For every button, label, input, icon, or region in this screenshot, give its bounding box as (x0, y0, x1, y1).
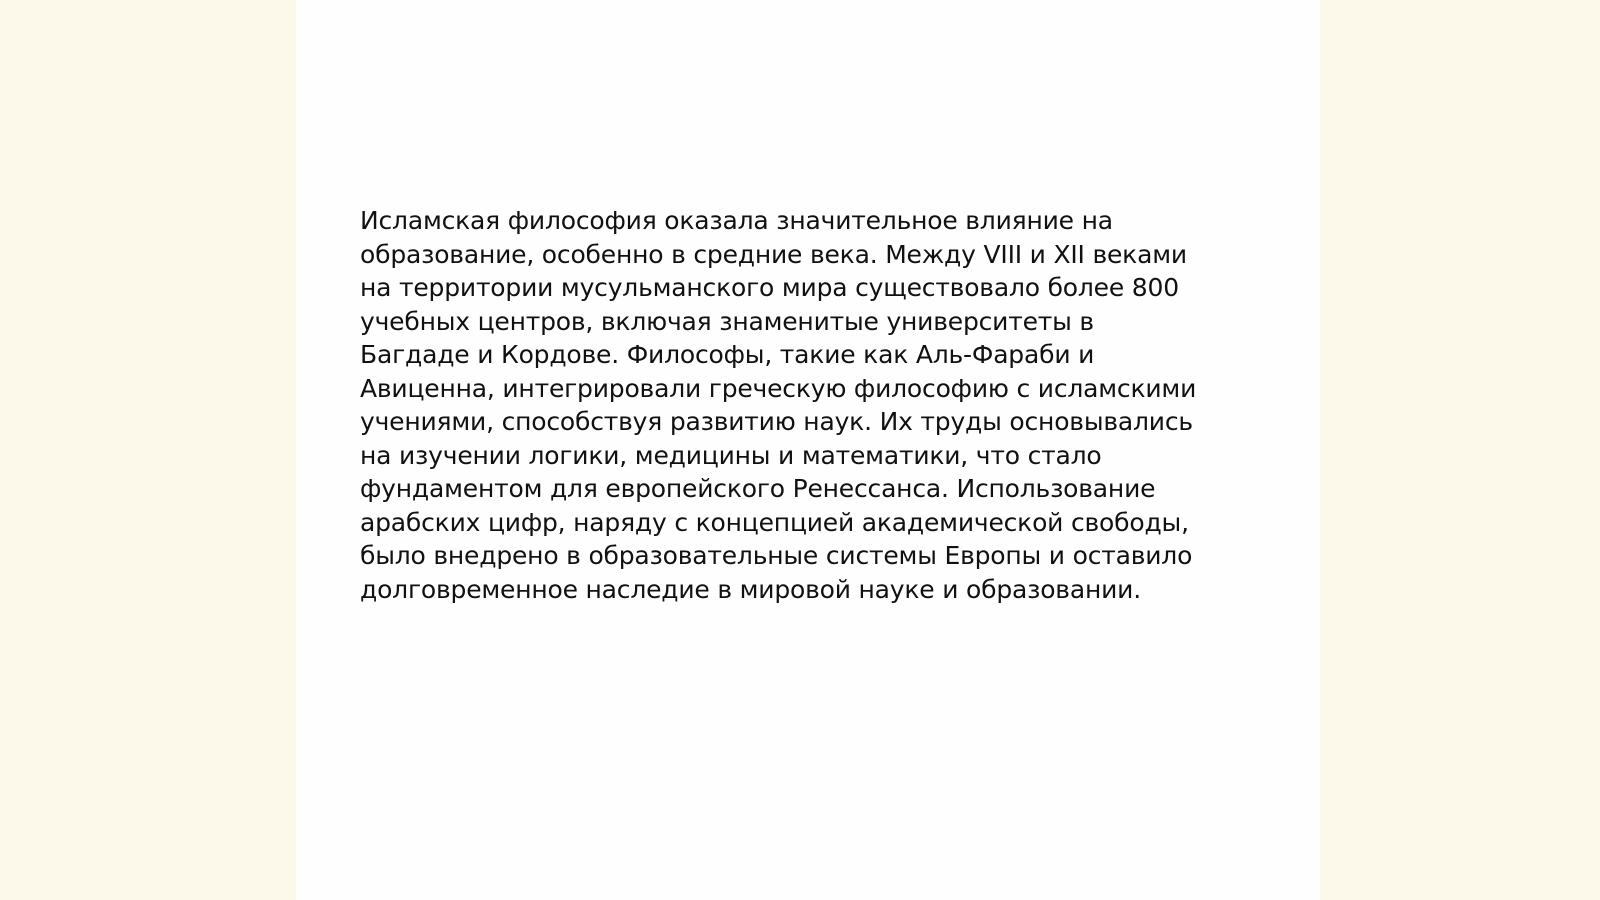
paragraph-line: на изучении логики, медицины и математики, что стало (360, 440, 1102, 470)
body-paragraph (360, 204, 1260, 606)
document-page (296, 0, 1320, 900)
paragraph-line: Багдаде и Кордове. Философы, такие как Аль-Фараби и (360, 340, 1095, 369)
paragraph-line: было внедрено в образовательные системы Европы и оставило (360, 541, 1193, 570)
paragraph-line: учениями, способствуя развитию наук. Их труды основывались (360, 407, 1193, 436)
paragraph-line: Авиценна, интегрировали греческую философию с исламскими (360, 373, 1197, 403)
paragraph-line: арабских цифр, наряду с концепцией академической свободы, (360, 507, 1189, 537)
paragraph-line: фундаментом для европейского Ренессанса. Использование (360, 474, 1156, 503)
paragraph-line: образование, особенно в средние века. Между VIII и XII веками (360, 239, 1187, 269)
paragraph-line: Исламская философия оказала значительное влияние на (360, 206, 1113, 235)
paragraph-line: учебных центров, включая знаменитые университеты в (360, 306, 1094, 336)
paragraph-line: на территории мусульманского мира существовало более 800 (360, 273, 1179, 302)
paragraph-line: долговременное наследие в мировой науке и образовании. (360, 574, 1141, 604)
